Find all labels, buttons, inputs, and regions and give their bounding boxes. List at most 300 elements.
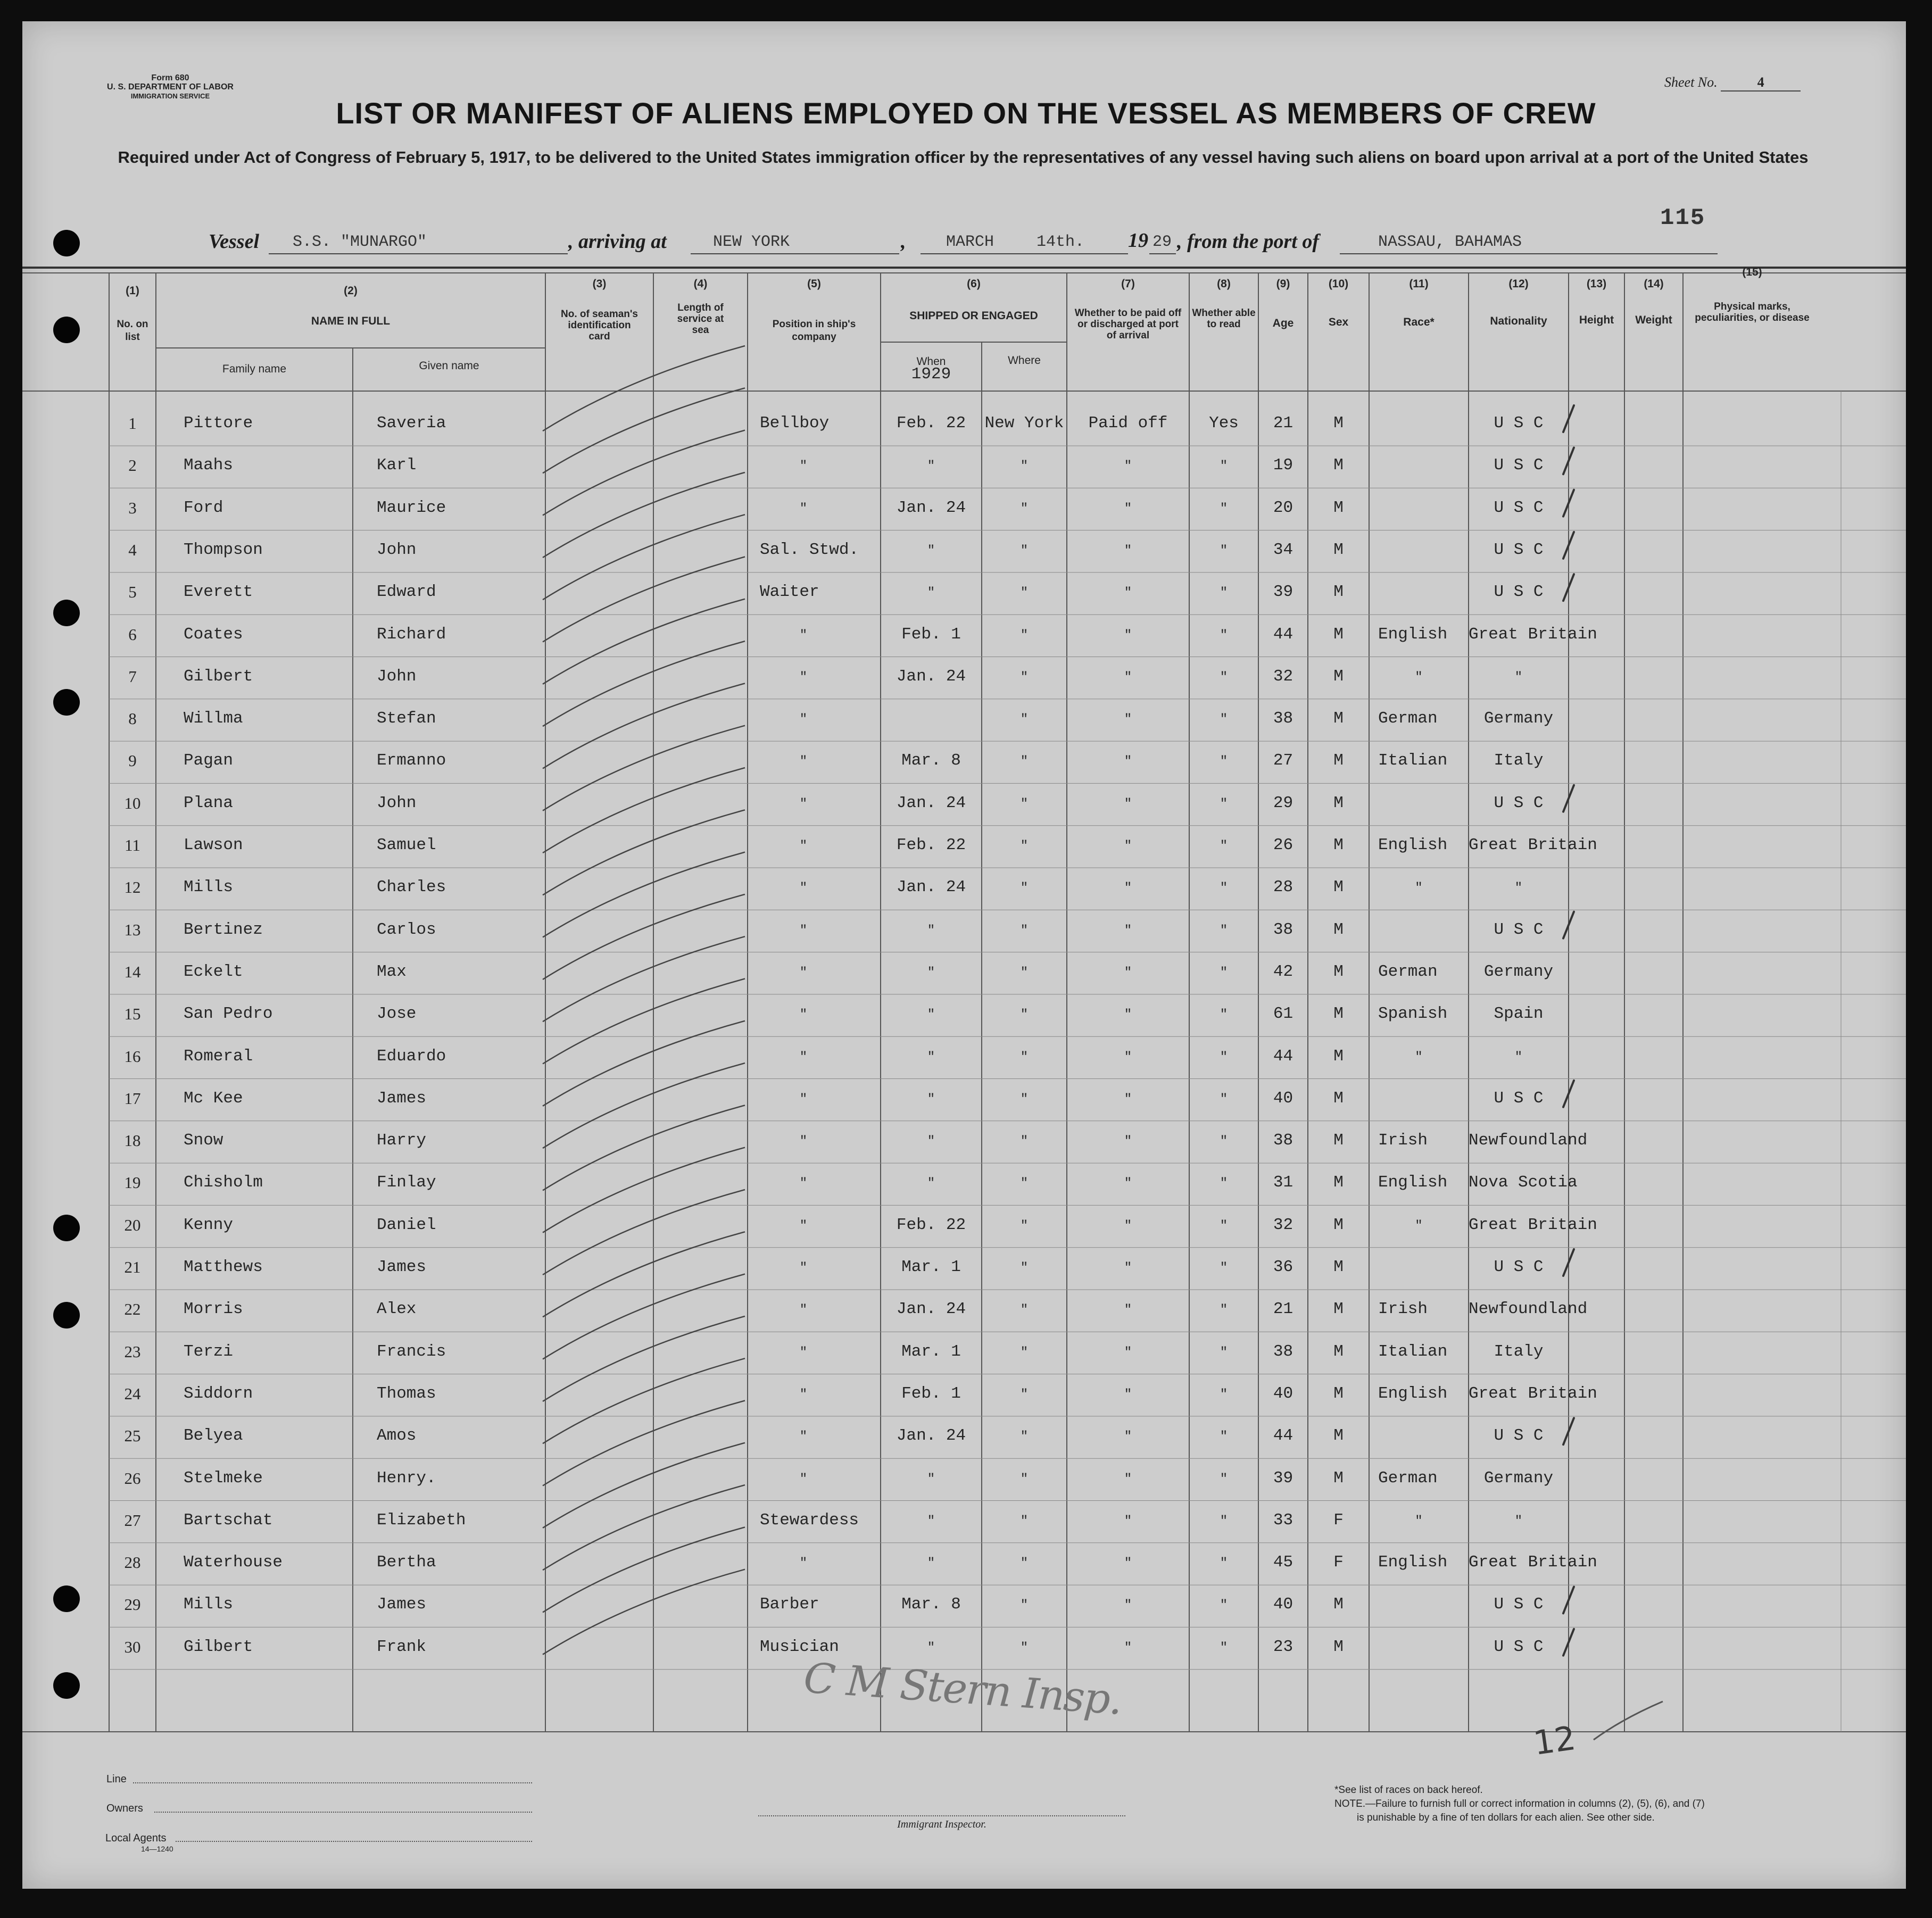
cell-no: 26: [124, 1468, 141, 1488]
cell-given: Eduardo: [377, 1047, 446, 1066]
cell-when: ": [927, 1472, 935, 1487]
col-7-number: (7): [1121, 278, 1135, 290]
cell-given: John: [377, 793, 417, 812]
col-2-header: NAME IN FULL: [311, 315, 391, 327]
cell-family: Eckelt: [184, 962, 243, 981]
strike-mark: [543, 1570, 745, 1655]
cell-paid: ": [1124, 1640, 1132, 1655]
cell-position: ": [799, 754, 808, 769]
strike-mark: [543, 1401, 745, 1486]
cell-given: James: [377, 1258, 427, 1276]
cell-family: Bartschat: [184, 1510, 273, 1530]
cell-paid: ": [1124, 1008, 1132, 1023]
cell-paid: ": [1124, 543, 1132, 558]
cell-no: 11: [125, 836, 140, 854]
cell-age: 40: [1273, 1595, 1293, 1614]
cell-paid: ": [1124, 1430, 1132, 1444]
cell-nationality: Germany: [1483, 962, 1554, 981]
given-name-header: Given name: [419, 360, 479, 372]
cell-given: Thomas: [377, 1384, 436, 1403]
cell-family: Romeral: [184, 1047, 253, 1066]
cell-nationality: U S C: [1494, 1258, 1544, 1276]
cell-position: ": [799, 1050, 808, 1065]
cell-when: ": [927, 1176, 935, 1191]
cell-position: Barber: [760, 1595, 819, 1614]
col-13-number: (13): [1586, 278, 1607, 290]
cell-when: ": [927, 1050, 935, 1065]
col-4-number: (4): [693, 278, 708, 290]
inspector-rule: [758, 1815, 1125, 1816]
cell-where: ": [1020, 1008, 1029, 1023]
cell-paid: ": [1124, 1261, 1132, 1275]
cell-family: San Pedro: [184, 1004, 273, 1024]
strike-mark: [543, 388, 745, 473]
cell-no: 20: [124, 1215, 141, 1234]
cell-nationality: U S C: [1494, 583, 1544, 602]
strike-mark: [543, 1190, 745, 1275]
cell-read: ": [1220, 839, 1228, 853]
cell-race: German: [1378, 962, 1438, 981]
cell-given: Frank: [377, 1637, 427, 1656]
cell-paid: ": [1124, 1303, 1132, 1318]
cell-when: ": [927, 923, 935, 938]
cell-nationality: Italy: [1494, 751, 1544, 770]
strike-mark: [543, 599, 745, 684]
cell-age: 29: [1273, 793, 1293, 812]
cell-where: ": [1020, 670, 1029, 685]
cell-when: Mar. 1: [901, 1258, 961, 1276]
cell-where: ": [1020, 1598, 1029, 1613]
cell-no: 6: [128, 625, 137, 644]
cell-position: ": [799, 1556, 808, 1571]
family-name-header: Family name: [222, 363, 287, 375]
cell-paid: ": [1124, 1556, 1132, 1571]
col-5-header: Position in ship's company: [772, 319, 856, 343]
cell-position: ": [799, 1303, 808, 1318]
cell-race: ": [1415, 1218, 1423, 1233]
cell-position: Sal. Stwd.: [760, 540, 859, 559]
col-2-number: (2): [344, 285, 358, 297]
strike-mark: [543, 430, 745, 516]
cell-race: English: [1378, 625, 1448, 644]
cell-race: English: [1378, 1384, 1448, 1403]
cell-position: ": [799, 459, 808, 474]
cell-when: ": [927, 1556, 935, 1571]
cell-paid: ": [1124, 1345, 1132, 1360]
col-12-header: Nationality: [1490, 315, 1547, 327]
cell-given: Bertha: [377, 1553, 436, 1572]
cell-given: Amos: [377, 1426, 417, 1446]
cell-read: ": [1220, 1134, 1228, 1149]
cell-when: ": [927, 965, 935, 980]
cell-family: Kenny: [184, 1215, 234, 1234]
cell-sex: M: [1333, 1047, 1344, 1066]
cell-given: Edward: [377, 583, 436, 602]
cell-nationality: U S C: [1494, 1595, 1544, 1614]
col-15-number: (15): [1742, 266, 1762, 278]
cell-given: James: [377, 1595, 427, 1614]
cell-race: German: [1378, 1468, 1438, 1488]
cell-read: ": [1220, 1387, 1228, 1402]
cell-given: Karl: [377, 456, 417, 475]
cell-position: ": [799, 1176, 808, 1191]
cell-position: ": [799, 839, 808, 853]
cell-age: 20: [1273, 498, 1293, 517]
col-11-number: (11): [1409, 278, 1429, 290]
cell-paid: ": [1124, 459, 1132, 474]
cell-read: ": [1220, 1092, 1228, 1107]
cell-nationality: Germany: [1483, 1468, 1554, 1488]
cell-family: Chisholm: [184, 1173, 263, 1192]
cell-family: Waterhouse: [184, 1553, 283, 1572]
cell-when: Jan. 24: [896, 1426, 966, 1446]
cell-race: Italian: [1378, 751, 1448, 770]
cell-position: ": [799, 1134, 808, 1149]
strike-mark: [543, 1527, 745, 1612]
cell-age: 38: [1273, 1342, 1293, 1361]
cell-no: 3: [128, 498, 137, 517]
cell-no: 10: [124, 793, 141, 812]
cell-nationality: ": [1514, 670, 1523, 685]
cell-where: ": [1020, 923, 1029, 938]
inspector-label: Immigrant Inspector.: [897, 1819, 986, 1830]
cell-position: ": [799, 796, 808, 811]
col-5-number: (5): [807, 278, 821, 290]
count-mark: 12: [1531, 1718, 1578, 1763]
strike-mark: [543, 768, 745, 853]
cell-where: ": [1020, 1430, 1029, 1444]
strike-mark: [543, 1485, 745, 1570]
col-3-header: No. of seaman's identification card: [561, 309, 638, 342]
cell-where: ": [1020, 1092, 1029, 1107]
cell-where: ": [1020, 839, 1029, 853]
cell-age: 61: [1273, 1004, 1293, 1024]
cell-paid: ": [1124, 501, 1132, 516]
cell-family: Gilbert: [184, 1637, 253, 1656]
strike-mark: [543, 1063, 745, 1148]
cell-position: ": [799, 1472, 808, 1487]
col-15-header: Physical marks, peculiarities, or disease: [1695, 301, 1810, 323]
races-note: *See list of races on back hereof.: [1334, 1784, 1483, 1796]
cell-when: Feb. 22: [896, 836, 966, 854]
cell-paid: ": [1124, 1472, 1132, 1487]
cell-no: 29: [124, 1595, 141, 1614]
cell-paid: ": [1124, 839, 1132, 853]
cell-read: ": [1220, 712, 1228, 727]
cell-read: ": [1220, 670, 1228, 685]
cell-age: 27: [1273, 751, 1293, 770]
col-6-number: (6): [967, 278, 981, 290]
owners-label: Owners: [106, 1803, 143, 1814]
cell-where: ": [1020, 1134, 1029, 1149]
when-year: 1929: [911, 365, 951, 384]
cell-when: ": [927, 1514, 935, 1529]
col-1-number: (1): [126, 285, 139, 297]
cell-read: ": [1220, 1218, 1228, 1233]
cell-race: English: [1378, 1173, 1448, 1192]
cell-family: Maahs: [184, 456, 234, 475]
cell-where: ": [1020, 1387, 1029, 1402]
cell-paid: ": [1124, 965, 1132, 980]
cell-no: 13: [124, 920, 141, 939]
pencil-stroke: [1591, 1697, 1665, 1745]
cell-family: Pagan: [184, 751, 234, 770]
cell-where: ": [1020, 965, 1029, 980]
cell-read: ": [1220, 965, 1228, 980]
cell-race: German: [1378, 709, 1438, 728]
cell-paid: ": [1124, 1050, 1132, 1065]
cell-given: Francis: [377, 1342, 446, 1361]
cell-read: ": [1220, 1303, 1228, 1318]
arrival-month: MARCH: [946, 233, 994, 251]
cell-no: 21: [124, 1258, 141, 1276]
cell-when: Jan. 24: [896, 793, 966, 812]
cell-when: Mar. 8: [901, 751, 961, 770]
cell-nationality: U S C: [1494, 540, 1544, 559]
col-9-header: Age: [1272, 317, 1294, 329]
cell-when: ": [927, 1008, 935, 1023]
cell-read: ": [1220, 796, 1228, 811]
cell-family: Matthews: [184, 1258, 263, 1276]
cell-sex: M: [1333, 540, 1344, 559]
cell-no: 17: [124, 1089, 141, 1108]
cell-family: Mills: [184, 1595, 234, 1614]
cell-position: ": [799, 965, 808, 980]
cell-nationality: U S C: [1494, 1089, 1544, 1108]
cell-sex: F: [1333, 1510, 1344, 1530]
cell-nationality: Germany: [1483, 709, 1554, 728]
cell-nationality: Spain: [1494, 1004, 1544, 1024]
cell-nationality: Great Britain: [1469, 625, 1597, 644]
cell-when: Jan. 24: [896, 667, 966, 686]
cell-paid: ": [1124, 712, 1132, 727]
cell-age: 33: [1273, 1510, 1293, 1530]
col-1-header: No. on list: [117, 319, 148, 343]
cell-race: English: [1378, 1553, 1448, 1572]
cell-when: ": [927, 1134, 935, 1149]
cell-where: ": [1020, 501, 1029, 516]
cell-family: Terzi: [184, 1342, 234, 1361]
cell-given: Max: [377, 962, 407, 981]
cell-read: ": [1220, 586, 1228, 601]
cell-family: Mc Kee: [184, 1089, 243, 1108]
cell-where: New York: [984, 414, 1064, 433]
cell-where: ": [1020, 1261, 1029, 1275]
cell-given: Stefan: [377, 709, 436, 728]
cell-nationality: Italy: [1494, 1342, 1544, 1361]
cell-paid: ": [1124, 628, 1132, 643]
cell-family: Bertinez: [184, 920, 263, 939]
cell-position: ": [799, 1092, 808, 1107]
col-7-header: Whether to be paid off or discharged at port of arrival: [1074, 308, 1182, 341]
cell-read: Yes: [1209, 414, 1239, 433]
cell-no: 24: [124, 1384, 141, 1403]
cell-race: ": [1415, 1514, 1423, 1529]
cell-where: ": [1020, 1345, 1029, 1360]
cell-race: Spanish: [1378, 1004, 1448, 1024]
vessel-label: Vessel: [209, 230, 259, 253]
cell-no: 16: [124, 1047, 141, 1066]
col-12-number: (12): [1508, 278, 1529, 290]
cell-age: 39: [1273, 583, 1293, 602]
cell-position: Waiter: [760, 583, 819, 602]
arriving-label: , arriving at: [568, 230, 667, 253]
cell-sex: M: [1333, 1384, 1344, 1403]
cell-race: Irish: [1378, 1300, 1428, 1319]
cell-where: ": [1020, 1472, 1029, 1487]
strike-mark: [543, 894, 745, 979]
cell-age: 44: [1273, 1047, 1293, 1066]
strike-mark: [543, 936, 745, 1022]
cell-no: 27: [124, 1510, 141, 1530]
cell-given: Henry.: [377, 1468, 436, 1488]
cell-where: ": [1020, 1050, 1029, 1065]
cell-position: Musician: [760, 1637, 839, 1656]
cell-paid: ": [1124, 670, 1132, 685]
cell-sex: M: [1333, 1258, 1344, 1276]
strike-mark: [543, 641, 745, 726]
from-label: , from the port of: [1177, 230, 1320, 253]
cell-paid: ": [1124, 1514, 1132, 1529]
cell-nationality: U S C: [1494, 920, 1544, 939]
cell-age: 32: [1273, 1215, 1293, 1234]
cell-given: Carlos: [377, 920, 436, 939]
cell-no: 1: [128, 414, 137, 433]
cell-sex: M: [1333, 962, 1344, 981]
cell-no: 30: [124, 1637, 141, 1656]
cell-read: ": [1220, 1176, 1228, 1191]
cell-where: ": [1020, 1176, 1029, 1191]
cell-no: 22: [124, 1300, 141, 1319]
cell-position: ": [799, 1218, 808, 1233]
cell-no: 23: [124, 1342, 141, 1361]
cell-sex: M: [1333, 709, 1344, 728]
cell-position: Bellboy: [760, 414, 830, 433]
cell-where: ": [1020, 754, 1029, 769]
cell-paid: ": [1124, 1598, 1132, 1613]
strike-mark: [543, 514, 745, 600]
cell-family: Everett: [184, 583, 253, 602]
form-number: Form 680: [151, 73, 189, 82]
cell-age: 21: [1273, 414, 1293, 433]
cell-where: ": [1020, 712, 1029, 727]
cell-where: ": [1020, 628, 1029, 643]
where-header: Where: [1008, 354, 1041, 367]
cell-no: 2: [128, 456, 137, 475]
strike-mark: [543, 1148, 745, 1233]
cell-nationality: Newfoundland: [1469, 1300, 1588, 1319]
cell-given: Daniel: [377, 1215, 436, 1234]
strike-mark: [543, 979, 745, 1064]
cell-family: Stelmeke: [184, 1468, 263, 1488]
local-agents-rule: [176, 1841, 532, 1842]
cell-paid: ": [1124, 1092, 1132, 1107]
cell-read: ": [1220, 1556, 1228, 1571]
cell-read: ": [1220, 923, 1228, 938]
cell-where: ": [1020, 1640, 1029, 1655]
cell-when: ": [927, 543, 935, 558]
cell-position: ": [799, 1387, 808, 1402]
cell-given: Alex: [377, 1300, 417, 1319]
sheet-label: Sheet No.: [1664, 74, 1718, 90]
cell-read: ": [1220, 1050, 1228, 1065]
cell-race: Irish: [1378, 1131, 1428, 1150]
cell-family: Willma: [184, 709, 243, 728]
cell-when: Jan. 24: [896, 1300, 966, 1319]
cell-position: Stewardess: [760, 1510, 859, 1530]
strike-mark: [543, 1232, 745, 1317]
strike-mark: [543, 1021, 745, 1106]
cell-read: ": [1220, 501, 1228, 516]
cell-nationality: ": [1514, 1514, 1523, 1529]
cell-family: Gilbert: [184, 667, 253, 686]
cell-read: ": [1220, 754, 1228, 769]
strike-mark: [543, 852, 745, 937]
col-14-header: Weight: [1635, 314, 1672, 326]
cell-race: English: [1378, 836, 1448, 854]
cell-read: ": [1220, 1598, 1228, 1613]
cell-family: Mills: [184, 878, 234, 897]
cell-sex: M: [1333, 878, 1344, 897]
cell-family: Thompson: [184, 540, 263, 559]
cell-no: 4: [128, 540, 137, 559]
cell-nationality: U S C: [1494, 456, 1544, 475]
cell-nationality: U S C: [1494, 1426, 1544, 1446]
cell-age: 44: [1273, 625, 1293, 644]
local-agents-label: Local Agents: [105, 1832, 167, 1844]
cell-family: Plana: [184, 793, 234, 812]
cell-given: James: [377, 1089, 427, 1108]
line-rule: [133, 1782, 532, 1783]
cell-when: ": [927, 1092, 935, 1107]
strike-mark: [543, 557, 745, 642]
cell-when: Mar. 1: [901, 1342, 961, 1361]
col-10-header: Sex: [1328, 316, 1349, 328]
strike-mark: [543, 346, 745, 431]
cell-where: ": [1020, 1218, 1029, 1233]
service: IMMIGRATION SERVICE: [130, 92, 210, 100]
cell-age: 38: [1273, 1131, 1293, 1150]
cell-where: ": [1020, 586, 1029, 601]
cell-no: 19: [124, 1173, 141, 1192]
col-13-header: Height: [1579, 314, 1614, 326]
cell-sex: M: [1333, 583, 1344, 602]
cell-position: ": [799, 501, 808, 516]
cell-age: 36: [1273, 1258, 1293, 1276]
cell-family: Ford: [184, 498, 223, 517]
col-3-number: (3): [592, 278, 607, 290]
cell-read: ": [1220, 1640, 1228, 1655]
arriving-port: NEW YORK: [713, 233, 790, 251]
cell-no: 8: [128, 709, 137, 728]
cell-age: 19: [1273, 456, 1293, 475]
cell-sex: M: [1333, 920, 1344, 939]
cell-position: ": [799, 1008, 808, 1023]
cell-position: ": [799, 1430, 808, 1444]
cell-family: Pittore: [184, 414, 253, 433]
cell-when: Feb. 1: [901, 1384, 961, 1403]
col-9-number: (9): [1276, 278, 1290, 290]
cell-paid: ": [1124, 1134, 1132, 1149]
cell-when: Feb. 1: [901, 625, 961, 644]
cell-read: ": [1220, 1514, 1228, 1529]
cell-nationality: ": [1514, 1050, 1523, 1065]
cell-where: ": [1020, 1303, 1029, 1318]
cell-given: Samuel: [377, 836, 436, 854]
strike-mark: [543, 1105, 745, 1190]
cell-given: John: [377, 540, 417, 559]
cell-paid: ": [1124, 923, 1132, 938]
